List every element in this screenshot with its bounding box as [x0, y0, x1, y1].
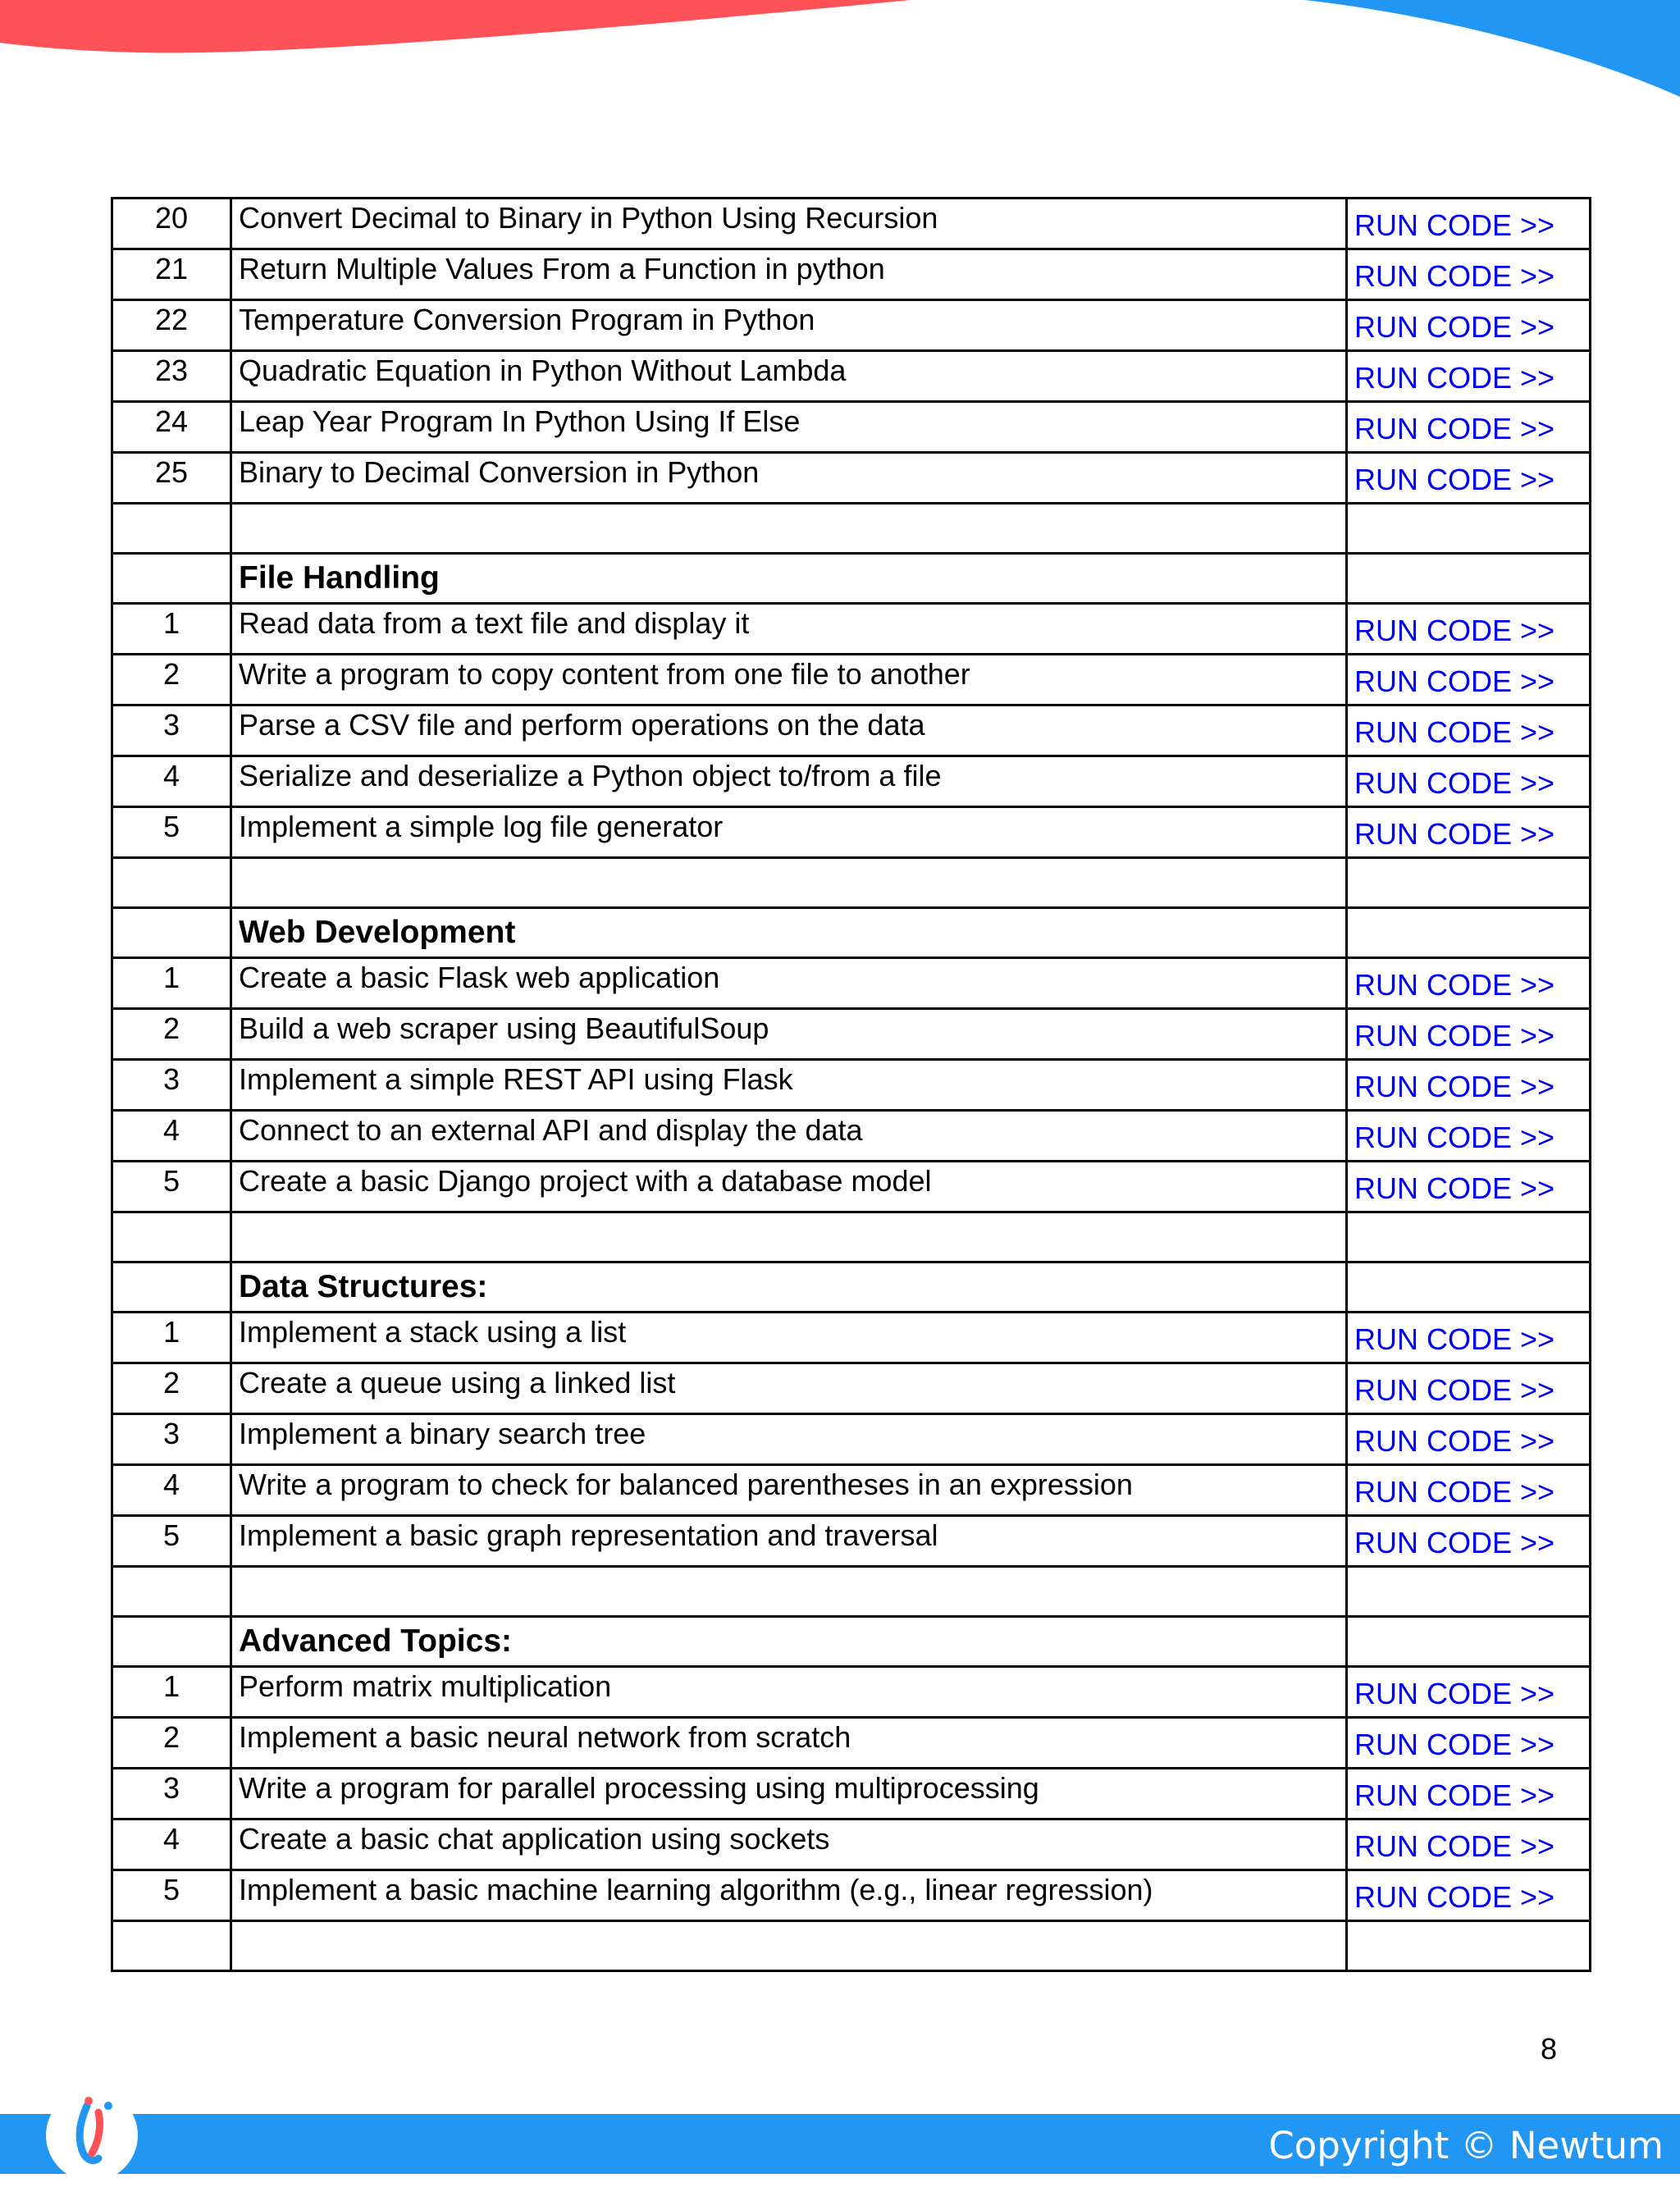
row-number	[112, 1212, 231, 1262]
row-number: 2	[112, 1009, 231, 1060]
run-code-link[interactable]: RUN CODE >>	[1347, 1009, 1591, 1060]
section-title: Data Structures:	[231, 1262, 1347, 1313]
program-title	[231, 504, 1347, 554]
table-row	[112, 249, 1591, 300]
program-title: Create a queue using a linked list	[231, 1363, 1347, 1414]
row-number	[112, 1567, 231, 1617]
program-title: Binary to Decimal Conversion in Python	[231, 453, 1347, 504]
table-row	[112, 1819, 1591, 1870]
section-title: Advanced Topics:	[231, 1617, 1347, 1667]
program-title: Implement a simple REST API using Flask	[231, 1060, 1347, 1111]
program-title: Leap Year Program In Python Using If Else	[231, 402, 1347, 453]
run-code-link[interactable]: RUN CODE >>	[1347, 453, 1591, 504]
blank-row	[112, 1567, 1591, 1617]
run-code-link[interactable]: RUN CODE >>	[1347, 1667, 1591, 1718]
program-title: Create a basic Flask web application	[231, 958, 1347, 1009]
table-row	[112, 1465, 1591, 1516]
program-title: Implement a simple log file generator	[231, 807, 1347, 858]
program-title: Convert Decimal to Binary in Python Using Recursion	[231, 199, 1347, 249]
table-row	[112, 1009, 1591, 1060]
run-code-link[interactable]: RUN CODE >>	[1347, 958, 1591, 1009]
row-number: 1	[112, 1667, 231, 1718]
section-header-row	[112, 554, 1591, 604]
row-number: 1	[112, 1313, 231, 1363]
program-title: Create a basic Django project with a database model	[231, 1162, 1347, 1212]
table-row	[112, 705, 1591, 756]
table-row	[112, 1111, 1591, 1162]
program-title: Implement a basic machine learning algorithm (e.g., linear regression)	[231, 1870, 1347, 1921]
row-number: 5	[112, 1516, 231, 1567]
table-row	[112, 1162, 1591, 1212]
program-title	[231, 1567, 1347, 1617]
page-number: 8	[1540, 2032, 1557, 2066]
row-number	[112, 554, 231, 604]
table-row	[112, 1718, 1591, 1769]
top-right-blue-wave	[1304, 0, 1680, 97]
program-title	[231, 1212, 1347, 1262]
program-title: Read data from a text file and display it	[231, 604, 1347, 655]
empty-link-cell	[1347, 1921, 1591, 1971]
row-number	[112, 504, 231, 554]
program-title: Write a program to copy content from one file to another	[231, 655, 1347, 705]
programs-table-body	[112, 199, 1591, 1971]
run-code-link[interactable]: RUN CODE >>	[1347, 402, 1591, 453]
empty-link-cell	[1347, 1617, 1591, 1667]
table-row	[112, 958, 1591, 1009]
empty-link-cell	[1347, 858, 1591, 908]
run-code-link[interactable]: RUN CODE >>	[1347, 1313, 1591, 1363]
run-code-link[interactable]: RUN CODE >>	[1347, 249, 1591, 300]
run-code-link[interactable]: RUN CODE >>	[1347, 351, 1591, 402]
row-number: 21	[112, 249, 231, 300]
top-decorative-waves	[0, 0, 1680, 107]
row-number: 2	[112, 655, 231, 705]
copyright-text: Copyright © Newtum	[1268, 2124, 1664, 2167]
section-title: Web Development	[231, 908, 1347, 958]
program-title: Parse a CSV file and perform operations on the data	[231, 705, 1347, 756]
row-number: 2	[112, 1718, 231, 1769]
row-number: 1	[112, 958, 231, 1009]
run-code-link[interactable]: RUN CODE >>	[1347, 199, 1591, 249]
table-row	[112, 1870, 1591, 1921]
run-code-link[interactable]: RUN CODE >>	[1347, 807, 1591, 858]
program-title: Implement a stack using a list	[231, 1313, 1347, 1363]
empty-link-cell	[1347, 1212, 1591, 1262]
table-row	[112, 1313, 1591, 1363]
table-row	[112, 1667, 1591, 1718]
blank-row	[112, 504, 1591, 554]
empty-link-cell	[1347, 1567, 1591, 1617]
blank-row	[112, 1921, 1591, 1971]
run-code-link[interactable]: RUN CODE >>	[1347, 1060, 1591, 1111]
program-title	[231, 1921, 1347, 1971]
run-code-link[interactable]: RUN CODE >>	[1347, 1111, 1591, 1162]
section-header-row	[112, 908, 1591, 958]
run-code-link[interactable]: RUN CODE >>	[1347, 655, 1591, 705]
table-row	[112, 1516, 1591, 1567]
run-code-link[interactable]: RUN CODE >>	[1347, 1819, 1591, 1870]
run-code-link[interactable]: RUN CODE >>	[1347, 1870, 1591, 1921]
row-number: 3	[112, 1414, 231, 1465]
empty-link-cell	[1347, 554, 1591, 604]
empty-link-cell	[1347, 504, 1591, 554]
table-row	[112, 1060, 1591, 1111]
row-number: 4	[112, 1111, 231, 1162]
programs-table	[111, 197, 1591, 1972]
row-number: 23	[112, 351, 231, 402]
row-number: 3	[112, 705, 231, 756]
run-code-link[interactable]: RUN CODE >>	[1347, 705, 1591, 756]
row-number: 4	[112, 756, 231, 807]
section-header-row	[112, 1617, 1591, 1667]
row-number: 24	[112, 402, 231, 453]
run-code-link[interactable]: RUN CODE >>	[1347, 1516, 1591, 1567]
program-title: Perform matrix multiplication	[231, 1667, 1347, 1718]
row-number: 25	[112, 453, 231, 504]
row-number: 3	[112, 1769, 231, 1819]
program-title	[231, 858, 1347, 908]
empty-link-cell	[1347, 1262, 1591, 1313]
table-row	[112, 756, 1591, 807]
blank-row	[112, 858, 1591, 908]
program-title: Implement a basic graph representation and traversal	[231, 1516, 1347, 1567]
table-row	[112, 655, 1591, 705]
run-code-link[interactable]: RUN CODE >>	[1347, 1363, 1591, 1414]
table-row	[112, 807, 1591, 858]
row-number	[112, 1617, 231, 1667]
program-title: Write a program for parallel processing using multiprocessing	[231, 1769, 1347, 1819]
program-title: Return Multiple Values From a Function in python	[231, 249, 1347, 300]
table-row	[112, 351, 1591, 402]
run-code-link[interactable]: RUN CODE >>	[1347, 1465, 1591, 1516]
program-title: Quadratic Equation in Python Without Lambda	[231, 351, 1347, 402]
section-title: File Handling	[231, 554, 1347, 604]
row-number: 5	[112, 1870, 231, 1921]
table-row	[112, 300, 1591, 351]
program-title: Write a program to check for balanced parentheses in an expression	[231, 1465, 1347, 1516]
top-left-red-wave	[0, 0, 911, 53]
row-number: 4	[112, 1465, 231, 1516]
row-number	[112, 858, 231, 908]
run-code-link[interactable]: RUN CODE >>	[1347, 1414, 1591, 1465]
row-number: 20	[112, 199, 231, 249]
row-number: 1	[112, 604, 231, 655]
row-number: 3	[112, 1060, 231, 1111]
program-title: Serialize and deserialize a Python object to/from a file	[231, 756, 1347, 807]
section-header-row	[112, 1262, 1591, 1313]
table-row	[112, 1363, 1591, 1414]
row-number	[112, 1921, 231, 1971]
run-code-link[interactable]: RUN CODE >>	[1347, 300, 1591, 351]
program-title: Build a web scraper using BeautifulSoup	[231, 1009, 1347, 1060]
blank-row	[112, 1212, 1591, 1262]
row-number: 22	[112, 300, 231, 351]
row-number: 4	[112, 1819, 231, 1870]
table-row	[112, 604, 1591, 655]
run-code-link[interactable]: RUN CODE >>	[1347, 604, 1591, 655]
table-row	[112, 1769, 1591, 1819]
empty-link-cell	[1347, 908, 1591, 958]
run-code-link[interactable]: RUN CODE >>	[1347, 756, 1591, 807]
run-code-link[interactable]: RUN CODE >>	[1347, 1162, 1591, 1212]
newtum-logo	[44, 2088, 139, 2183]
row-number	[112, 908, 231, 958]
run-code-link[interactable]: RUN CODE >>	[1347, 1769, 1591, 1819]
row-number: 5	[112, 807, 231, 858]
row-number: 5	[112, 1162, 231, 1212]
table-row	[112, 1414, 1591, 1465]
program-title: Implement a binary search tree	[231, 1414, 1347, 1465]
program-title: Connect to an external API and display the data	[231, 1111, 1347, 1162]
row-number	[112, 1262, 231, 1313]
program-title: Create a basic chat application using sockets	[231, 1819, 1347, 1870]
row-number: 2	[112, 1363, 231, 1414]
program-title: Implement a basic neural network from scratch	[231, 1718, 1347, 1769]
table-row	[112, 402, 1591, 453]
run-code-link[interactable]: RUN CODE >>	[1347, 1718, 1591, 1769]
table-row	[112, 453, 1591, 504]
table-row	[112, 199, 1591, 249]
program-title: Temperature Conversion Program in Python	[231, 300, 1347, 351]
